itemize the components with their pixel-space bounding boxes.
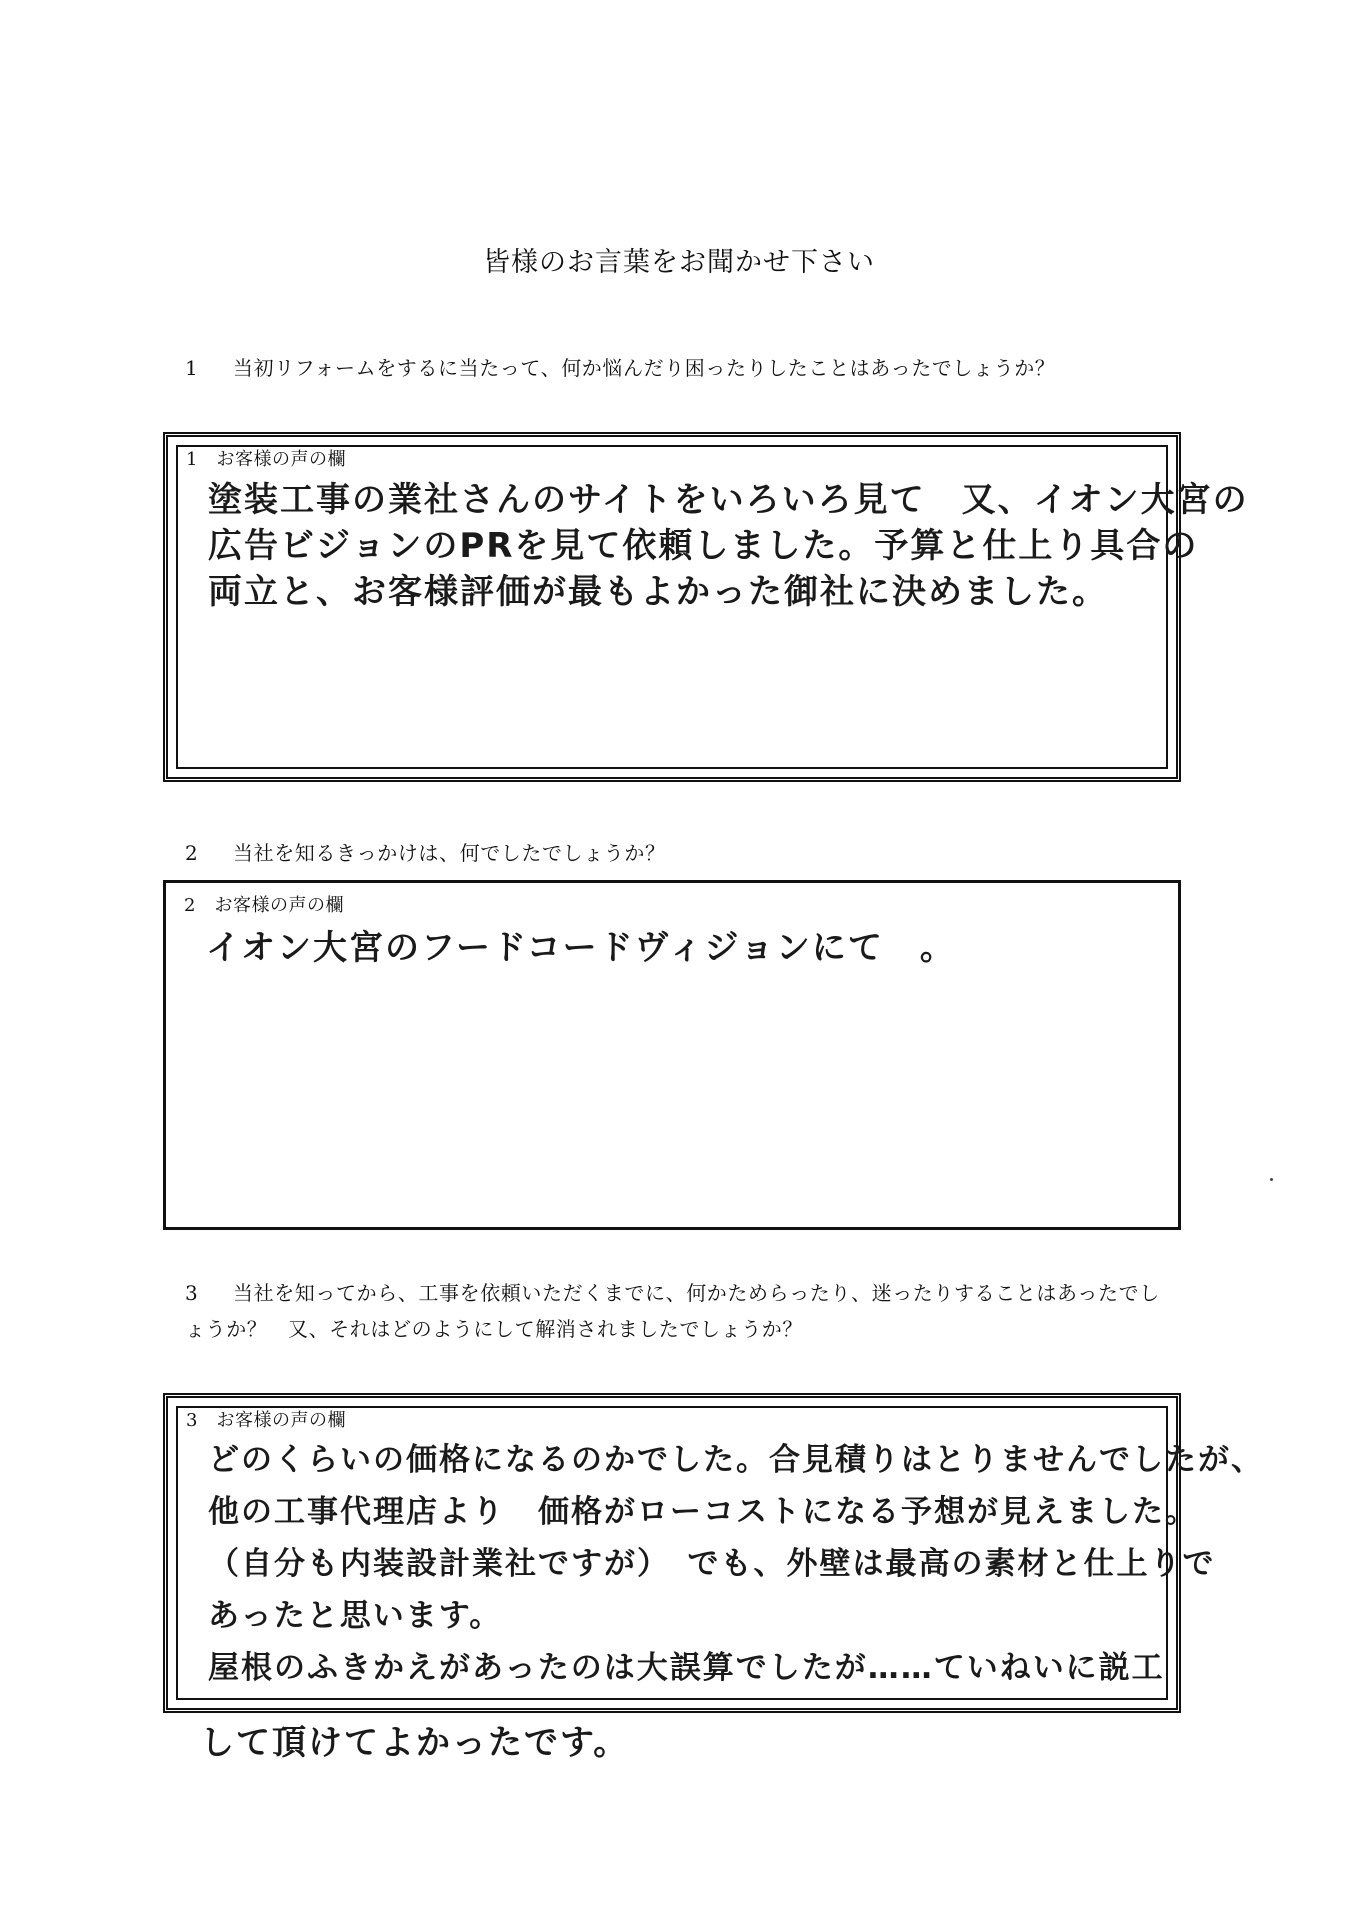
answer-2-handwriting (206, 925, 1148, 971)
answer-1-line: 広告ビジョンのPRを見て依頼しました。予算と仕上り具合の (208, 526, 1199, 566)
answer-1-line: 両立と、お客様評価が最もよかった御社に決めました。 (208, 572, 1108, 612)
question-3 (185, 1275, 1170, 1347)
question-2-text: 当社を知るきっかけは、何でしたでしょうか？ (233, 841, 666, 865)
answer-1-handwriting (208, 477, 1249, 615)
answer-box-2-label: 2 お客様の声の欄 (184, 895, 344, 916)
answer-3-line: 屋根のふきかえがあったのは大誤算でしたが……ていねいに説工 (208, 1650, 1165, 1686)
answer-box-3-label: 3 お客様の声の欄 (186, 1410, 346, 1431)
question-1-text: 当初リフォームをするに当たって、何か悩んだり困ったりしたことはあったでしょうか？ (233, 356, 1056, 380)
question-3-text: 当社を知ってから、工事を依頼いただくまでに、何かためらったり、迷ったりすることはあったでしょうか？ 又、それはどのようにして解消されましたでしょうか？ (185, 1281, 1160, 1341)
page-title: 皆様のお言葉をお聞かせ下さい (483, 247, 875, 278)
answer-3-line: 他の工事代理店より 価格がローコストになる予想が見えました。 (208, 1494, 1198, 1530)
scan-speck (1270, 1178, 1273, 1181)
question-3-number: 3 (185, 1281, 199, 1305)
question-2 (185, 835, 1170, 871)
answer-box-1 (163, 432, 1249, 782)
question-1-number: 1 (185, 356, 199, 380)
answer-box-1-label: 1 お客様の声の欄 (186, 449, 346, 470)
answer-3-line: どのくらいの価格になるのかでした。合見積りはとりませんでしたが、 (208, 1442, 1264, 1478)
answer-3-overflow-line: して頂けてよかったです。 (200, 1723, 630, 1763)
question-1 (185, 350, 1170, 386)
answer-3-handwriting (208, 1434, 1264, 1694)
answer-3-line: （自分も内装設計業社ですが） でも、外壁は最高の素材と仕上りで (208, 1546, 1216, 1582)
answer-1-line: 塗装工事の業社さんのサイトをいろいろ見て 又、イオン大宮の (208, 480, 1249, 520)
answer-2-line: イオン大宮のフードコードヴィジョンにて 。 (206, 928, 956, 968)
answer-box-2 (163, 880, 1181, 1230)
answer-box-3 (163, 1393, 1264, 1713)
question-2-number: 2 (185, 841, 199, 865)
answer-3-line: あったと思います。 (208, 1598, 503, 1634)
